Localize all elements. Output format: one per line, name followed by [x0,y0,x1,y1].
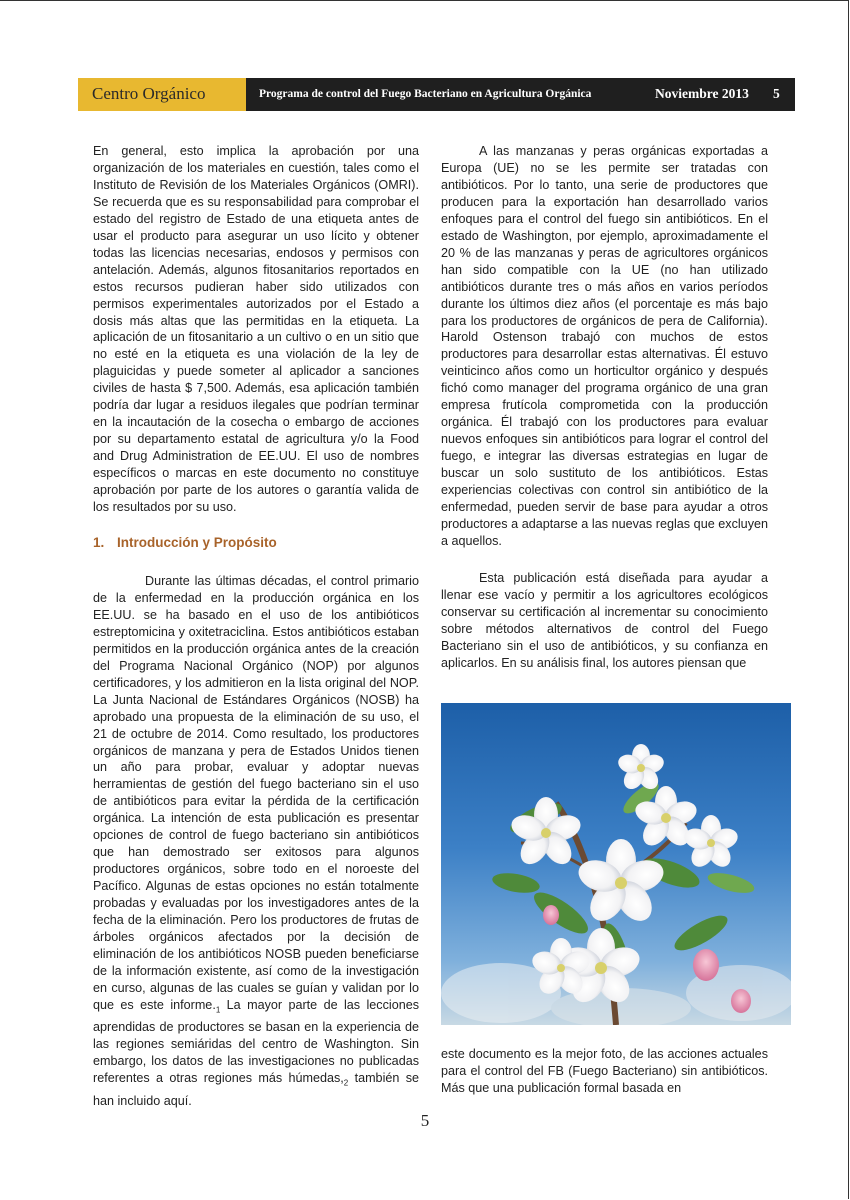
footnote-ref-2[interactable]: 2 [343,1078,349,1088]
header-page-number: 5 [773,86,780,101]
section-title: Introducción y Propósito [117,535,277,550]
header-brand: Centro Orgánico [92,84,206,103]
left-paragraph-2 [93,573,419,1110]
apple-blossom-photo [441,703,791,1025]
footnote-ref-1[interactable]: 1 [215,1005,221,1015]
running-header [78,78,795,111]
section-heading [93,535,277,550]
pink-bud-1 [693,949,719,981]
right-paragraph-1: A las manzanas y peras orgánicas exportadas a Europa (UE) no se les permite ser tratadas con antibióticos. Por lo tanto, una serie de productores que producen para la exportación han desarrollado varios enfoques para el control del fuego sin antibióticos. En el estado de Washington, por ejemplo, aproximadamente el 20 % de las manzanas y peras de agricultores orgánicos han sido compatible con la UE (no han utilizado antibióticos durante tres o más años en varios períodos durante los últimos diez años (el porcentaje es más bajo para los productores de orgánicos de pera de California). Harold Ostenson trabajó con muchos de estos productores para desarrollar estas alternativas. Él estuvo veinticinco años como un horticultor orgánico y después fichó como manager del programa orgánico de una gran empresa frutícola comprometida con la producción orgánica. Él trabajó con los productores para evaluar nuevos enfoques sin antibióticos para lograr el control del fuego, e integrar las diversas estrategias en lugar de buscar un solo sustituto de los antibióticos. Estas experiencias colectivas con control sin antibiótico de la enfermedad, pueden servir de base para ayudar a otros productores a adaptarse a las nuevas reglas que excluyen a aquellos. [441,144,768,548]
left-paragraph-2-text-a: Durante las últimas décadas, el control primario de la enfermedad en la producción orgánica en los EE.UU. se ha basado en el uso de los antibióticos estreptomicina y oxitetraciclina. Estos antibióticos estaban permitidos en la producción orgánica antes de la creación del Programa Nacional Orgánico (NOP) por algunos certificadores, y los admitieron en la lista original del NOP. La Junta Nacional de Estándares Orgánicos (NOSB) ha aprobado una propuesta de la eliminación de su uso, el 21 de octubre de 2014. Como resultado, los productores orgánicos de manzana y pera de Estados Unidos tienen un año para probar, evaluar y adoptar nuevas herramientas de gestión del fuego bacteriano sin el uso de antibióticos para evitar la pérdida de la certificación orgánica. La intención de esta publicación es presentar opciones de control de fuego bacteriano sin antibióticos que han demostrado ser exitosos para algunos productores orgánicos, sobre todo en el noroeste del Pacífico. Algunas de estas opciones no están totalmente probadas y evaluadas por los investigadores antes de la fecha de la eliminación. Pero los productores de frutas de árboles orgánicos afectados por la decisión de eliminación de los antibióticos NOSB pueden beneficiarse de la información existente, así como de la investigación en curso, algunas de las cuales se guían y validan por lo que es este informe. [93,574,419,1012]
header-date: Noviembre 2013 [655,86,749,101]
right-paragraph-2: Esta publicación está diseñada para ayudar a llenar ese vacío y permitir a los agricultores ecológicos conservar su certificación al incrementar su conocimiento sobre métodos alternativos de control del Fuego Bacteriano sin el uso de antibióticos, y su confianza en aplicarlos. En su análisis final, los autores piensan que [441,571,768,670]
right-paragraph-3: este documento es la mejor foto, de las acciones actuales para el control del FB (Fuego Bacteriano) sin antibióticos. Más que una publicación formal basada en [441,1047,768,1095]
blossom-7 [616,744,666,793]
pink-bud-3 [731,989,751,1013]
header-brand-block [78,78,246,111]
page-number: 5 [420,1111,430,1130]
left-paragraph-1: En general, esto implica la aprobación por una organización de los materiales en cuestión, tales como el Instituto de Revisión de los Materiales Orgánicos (OMRI). Se recuerda que es su responsabilidad para comprobar el estado del registro de Estado de una etiqueta antes de usar el producto para asegurar un uso lícito y obtener todas las licencias necesarias, endosos y permisos con antelación. Además, algunos fitosanitarios reportados en estos recursos pudieran haber sido utilizados con permisos experimentales autorizados por el Estado a dosis más altas que las permitidas en la etiqueta. La aplicación de un fitosanitario a un cultivo o en un sitio que no esté en la etiqueta es una violación de la ley de plaguicidas y puede someter al aplicador a sanciones civiles de hasta $ 7,500. Además, esa aplicación también podría dar lugar a residuos ilegales que podrían terminar en la incautación de la cosecha o embargo de acciones por su departamento estatal de agricultura y/o la Food and Drug Administration de EE.UU. El uso de nombres específicos o marcas en este documento no constituye aprobación por parte de los autores o garantía valida de los resultados por su uso. [93,144,419,515]
pink-bud-2 [543,905,559,925]
header-title: Programa de control del Fuego Bacteriano en Agricultura Orgánica [259,88,592,100]
section-number: 1. [93,535,105,550]
blossom-5 [682,815,741,871]
left-paragraph-2-text-b: La mayor parte de las lecciones aprendidas de productores se basan en la experiencia de las regiones semiáridas del centro de Washington. Sin embargo, los datos de las investigaciones no publicadas referentes a otras regiones más húmedas, [93,997,420,1086]
left-paragraph-2-text-c: también se han incluido aquí. [93,1071,420,1108]
apple-blossom-illustration [441,703,791,1025]
